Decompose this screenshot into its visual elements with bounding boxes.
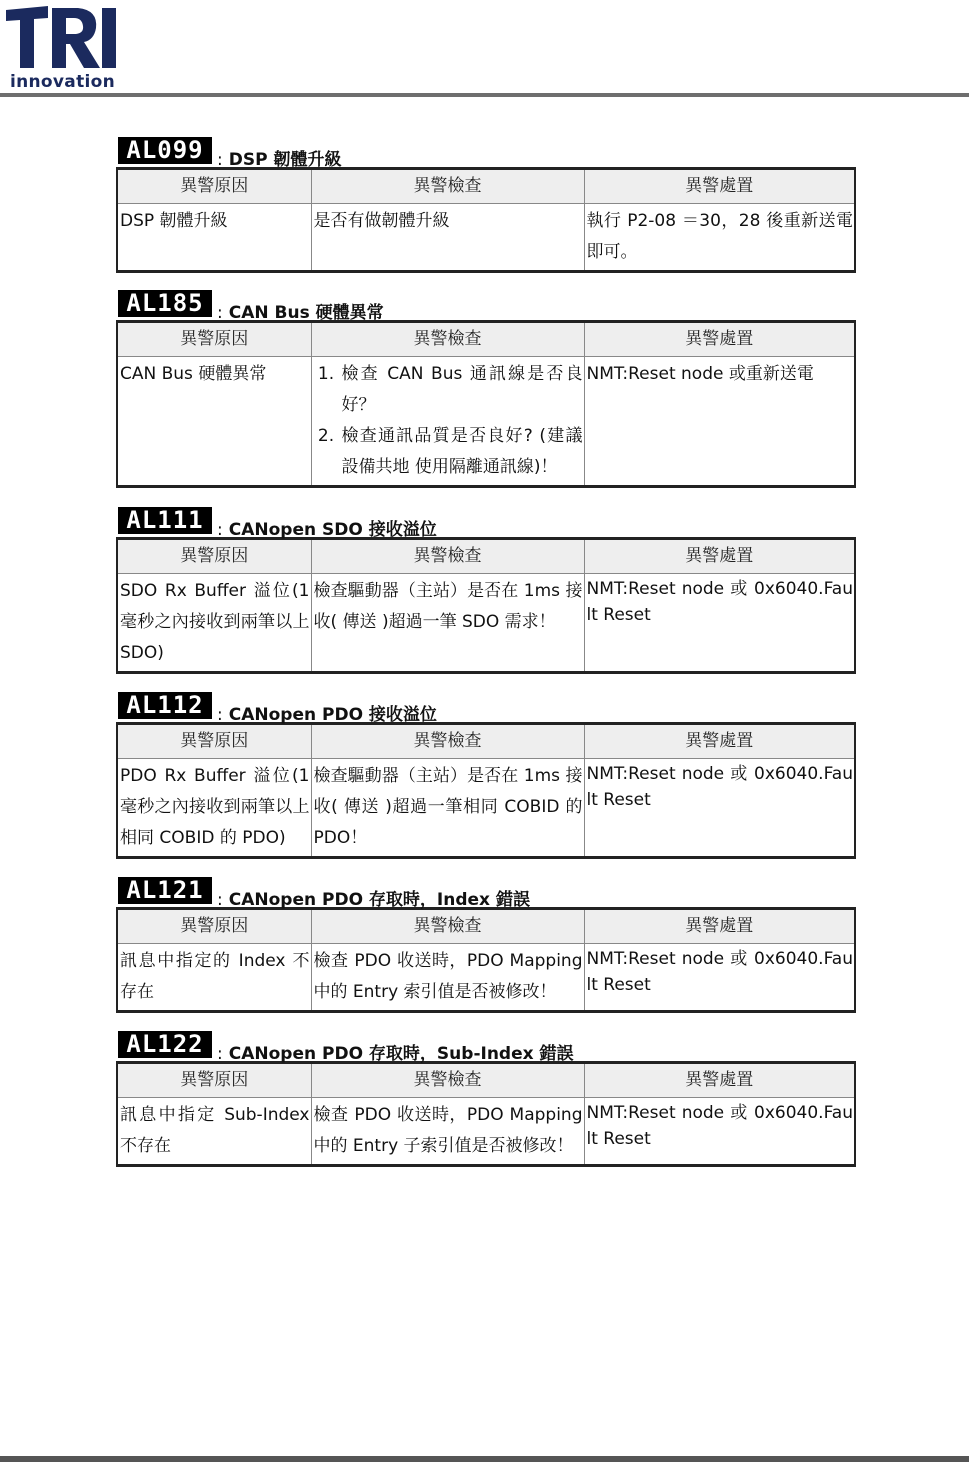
header-cause: 異警原因 xyxy=(117,322,311,357)
header-check: 異警檢查 xyxy=(311,539,584,574)
header-check: 異警檢查 xyxy=(311,909,584,944)
alarm-section-al099: AL099 : DSP 韌體升級 異警原因 異警檢查 異警處置 DSP 韌體升級 是否有做韌體升級 執行 P2-08 ＝30，28 後重新送電即可。 xyxy=(116,137,854,273)
check-cell xyxy=(311,357,584,487)
cause-cell: 訊息中指定 Sub-Index 不存在 xyxy=(117,1098,311,1166)
alarm-table xyxy=(116,1061,856,1167)
header-action: 異警處置 xyxy=(584,909,855,944)
cause-cell: 訊息中指定的 Index 不存在 xyxy=(117,944,311,1012)
alarm-title: CAN Bus 硬體異常 xyxy=(228,303,384,323)
check-item: 1. 檢查 CAN Bus 通訊線是否良好？ xyxy=(340,359,583,421)
header-check: 異警檢查 xyxy=(311,724,584,759)
alarm-title: CANopen PDO 存取時，Index 錯誤 xyxy=(228,890,530,910)
header-action: 異警處置 xyxy=(584,724,855,759)
alarm-title: CANopen PDO 接收溢位 xyxy=(228,705,437,725)
check-cell: 是否有做韌體升級 xyxy=(311,204,584,272)
action-cell: NMT:Reset node 或 0x6040.Fault Reset xyxy=(584,944,855,1012)
header-cause: 異警原因 xyxy=(117,539,311,574)
check-item: 2. 檢查通訊品質是否良好? (建議設備共地 使用隔離通訊線)！ xyxy=(340,421,583,483)
alarm-table xyxy=(116,907,856,1013)
alarm-section-al121: AL121 : CANopen PDO 存取時，Index 錯誤 異警原因 異警檢查 異警處置 訊息中指定的 Index 不存在 檢查 PDO 收送時，PDO Mapping 中的 Entry 索引值是否被修改！ NMT:Reset node 或 0x6040.Fault Reset xyxy=(116,877,854,1013)
alarm-table xyxy=(116,537,856,674)
alarm-table xyxy=(116,320,856,488)
header-rule xyxy=(0,93,969,97)
check-cell: 檢查 PDO 收送時，PDO Mapping 中的 Entry 索引值是否被修改！ xyxy=(311,944,584,1012)
header-cause: 異警原因 xyxy=(117,909,311,944)
header-cause: 異警原因 xyxy=(117,724,311,759)
action-cell: NMT:Reset node 或 0x6040.Fault Reset xyxy=(584,574,855,673)
cause-cell: PDO Rx Buffer 溢位(1毫秒之內接收到兩筆以上相同 COBID 的 PDO) xyxy=(117,759,311,858)
cause-cell: SDO Rx Buffer 溢位(1毫秒之內接收到兩筆以上 SDO) xyxy=(117,574,311,673)
alarm-section-al112: AL112 : CANopen PDO 接收溢位 異警原因 異警檢查 異警處置 PDO Rx Buffer 溢位(1毫秒之內接收到兩筆以上相同 COBID 的 PDO) 檢查驅動器（主站）是否在 1ms 接收( 傳送 )超過一筆相同 COBID 的 PDO！ NMT:Reset node 或 0x6040.Fault Reset xyxy=(116,692,854,859)
header-check: 異警檢查 xyxy=(311,322,584,357)
logo-wordmark: innovation xyxy=(10,72,115,92)
check-cell: 檢查驅動器（主站）是否在 1ms 接收( 傳送 )超過一筆相同 COBID 的 PDO！ xyxy=(311,759,584,858)
alarm-table xyxy=(116,167,856,273)
alarm-section-al111: AL111 : CANopen SDO 接收溢位 異警原因 異警檢查 異警處置 SDO Rx Buffer 溢位(1毫秒之內接收到兩筆以上 SDO) 檢查驅動器（主站）是否在 1ms 接收( 傳送 )超過一筆 SDO 需求！ NMT:Reset node 或 0x6040.Fault Reset xyxy=(116,507,854,674)
cause-cell: DSP 韌體升級 xyxy=(117,204,311,272)
alarm-code-badge: AL112 xyxy=(118,692,212,719)
action-cell: NMT:Reset node 或 0x6040.Fault Reset xyxy=(584,1098,855,1166)
footer-rule xyxy=(0,1456,969,1462)
alarm-title: CANopen SDO 接收溢位 xyxy=(228,520,437,540)
header-check: 異警檢查 xyxy=(311,1063,584,1098)
alarm-section-al185: AL185 : CAN Bus 硬體異常 異警原因 異警檢查 異警處置 CAN Bus 硬體異常 1. 檢查 CAN Bus 通訊線是否良好？ 2. 檢查通訊品質是否良好? (建議設備共地 使用隔離通訊線)！ NMT:Reset node 或重新送電 xyxy=(116,290,854,488)
alarm-code-badge: AL121 xyxy=(118,877,212,904)
header-check: 異警檢查 xyxy=(311,169,584,204)
check-cell: 檢查 PDO 收送時，PDO Mapping 中的 Entry 子索引值是否被修改！ xyxy=(311,1098,584,1166)
action-cell: NMT:Reset node 或 0x6040.Fault Reset xyxy=(584,759,855,858)
alarm-code-badge: AL122 xyxy=(118,1031,212,1058)
action-cell: 執行 P2-08 ＝30，28 後重新送電即可。 xyxy=(584,204,855,272)
header-action: 異警處置 xyxy=(584,322,855,357)
header-action: 異警處置 xyxy=(584,1063,855,1098)
action-cell: NMT:Reset node 或重新送電 xyxy=(584,357,855,487)
header-action: 異警處置 xyxy=(584,169,855,204)
cause-cell: CAN Bus 硬體異常 xyxy=(117,357,311,487)
tri-logo xyxy=(4,4,119,90)
alarm-title: CANopen PDO 存取時，Sub-Index 錯誤 xyxy=(228,1044,574,1064)
header-action: 異警處置 xyxy=(584,539,855,574)
alarm-code-badge: AL185 xyxy=(118,290,212,317)
tri-logo-mark xyxy=(4,4,119,70)
header-cause: 異警原因 xyxy=(117,169,311,204)
alarm-section-al122: AL122 : CANopen PDO 存取時，Sub-Index 錯誤 異警原因 異警檢查 異警處置 訊息中指定 Sub-Index 不存在 檢查 PDO 收送時，PDO Mapping 中的 Entry 子索引值是否被修改！ NMT:Reset node 或 0x6040.Fault Reset xyxy=(116,1031,854,1167)
header-cause: 異警原因 xyxy=(117,1063,311,1098)
alarm-code-badge: AL111 xyxy=(118,507,212,534)
check-cell: 檢查驅動器（主站）是否在 1ms 接收( 傳送 )超過一筆 SDO 需求！ xyxy=(311,574,584,673)
alarm-code-badge: AL099 xyxy=(118,137,212,164)
alarm-title: DSP 韌體升級 xyxy=(228,150,342,170)
alarm-table xyxy=(116,722,856,859)
